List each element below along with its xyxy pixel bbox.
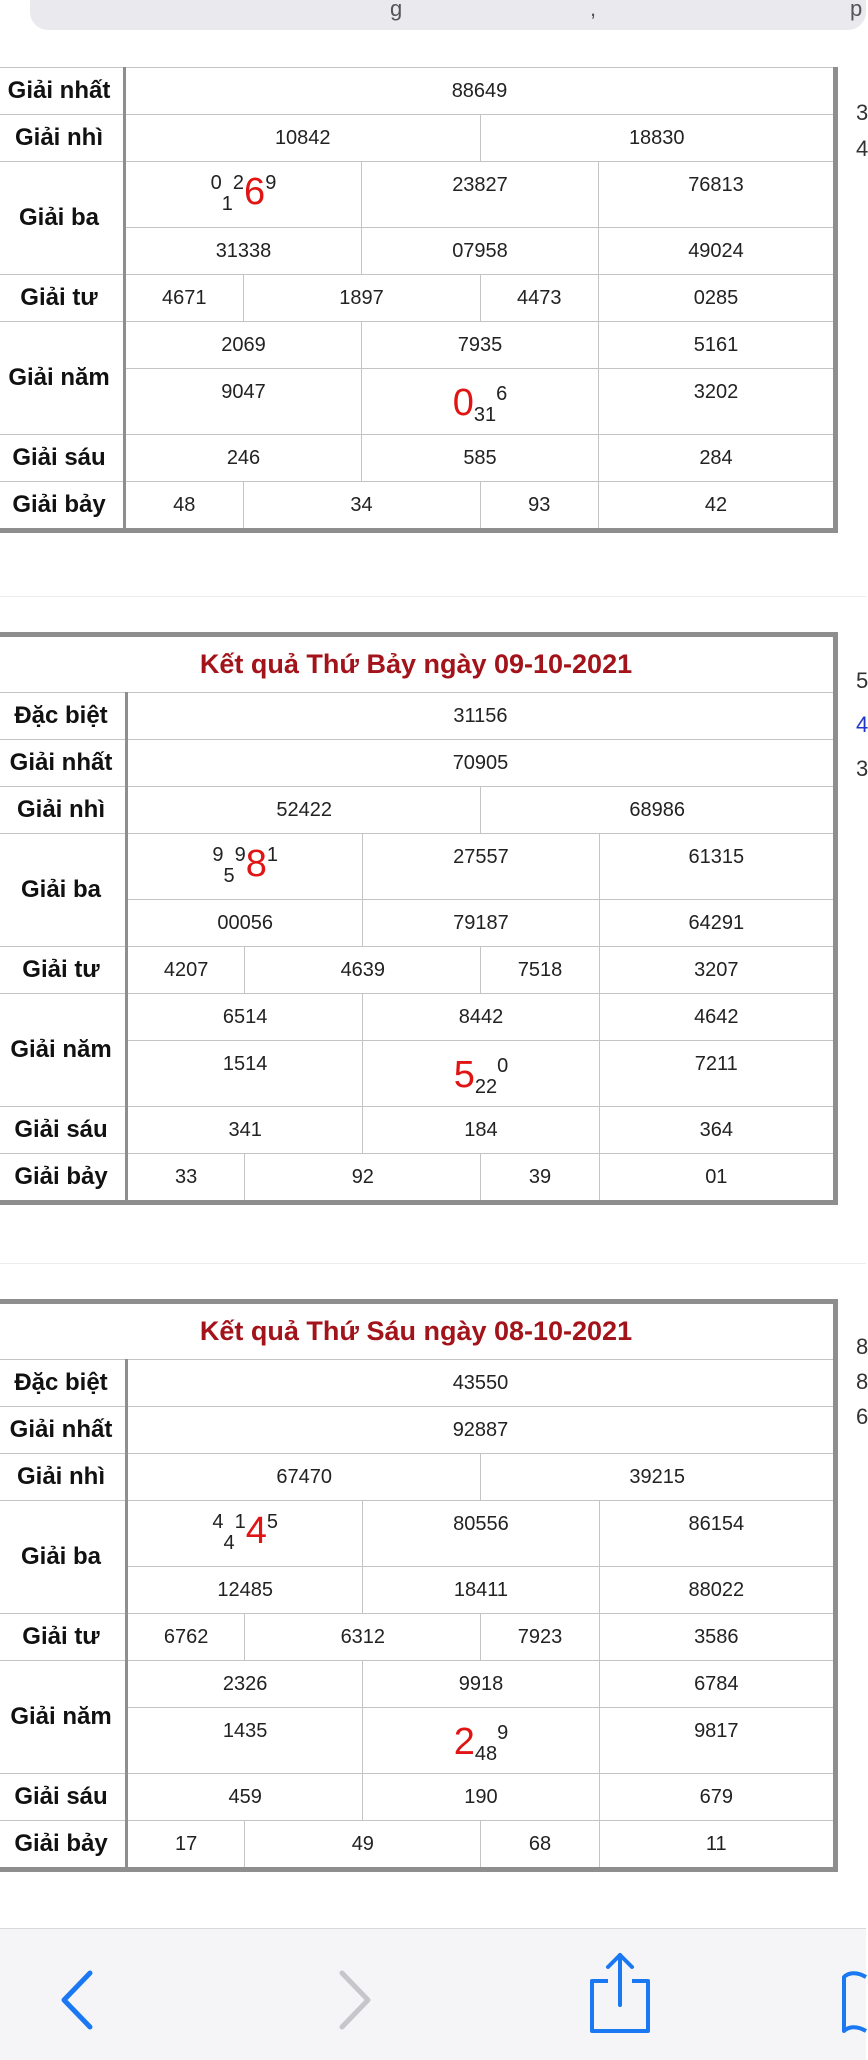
label-giai-bay: Giải bảy bbox=[0, 482, 125, 531]
label-giai-nhi: Giải nhì bbox=[0, 787, 127, 834]
giai-bay-value: 93 bbox=[480, 482, 599, 531]
giai-tu-value: 6762 bbox=[127, 1614, 245, 1661]
giai-nhat-value: 92887 bbox=[127, 1407, 836, 1454]
giai-nam-value: 7211 bbox=[599, 1041, 835, 1107]
giai-ba-value: 88022 bbox=[599, 1567, 835, 1614]
dac-biet-value: 31156 bbox=[127, 693, 836, 740]
giai-tu-value: 6312 bbox=[245, 1614, 481, 1661]
label-giai-sau: Giải sáu bbox=[0, 435, 125, 482]
giai-ba-value: 23827 bbox=[362, 162, 599, 228]
giai-tu-value: 4473 bbox=[480, 275, 599, 322]
giai-ba-value: 12485 bbox=[127, 1567, 363, 1614]
giai-ba-puzzle: 44145 bbox=[127, 1501, 363, 1567]
dac-biet-value: 43550 bbox=[127, 1360, 836, 1407]
giai-nam-value: 5161 bbox=[599, 322, 836, 369]
label-giai-tu: Giải tư bbox=[0, 275, 125, 322]
side-panel-clipped-text: 4 bbox=[856, 136, 868, 161]
chevron-right-icon[interactable] bbox=[334, 1969, 374, 2031]
label-dac-biet: Đặc biệt bbox=[0, 1360, 127, 1407]
giai-nam-value: 2069 bbox=[125, 322, 362, 369]
giai-bay-value: 68 bbox=[481, 1821, 599, 1870]
label-giai-nhat: Giải nhất bbox=[0, 740, 127, 787]
giai-tu-value: 0285 bbox=[599, 275, 836, 322]
side-panel-clipped-text: 6 bbox=[856, 1404, 868, 1429]
giai-ba-value: 31338 bbox=[125, 228, 362, 275]
giai-ba-value: 76813 bbox=[599, 162, 836, 228]
giai-ba-puzzle: 95981 bbox=[127, 834, 363, 900]
share-icon[interactable] bbox=[588, 1951, 652, 2035]
side-panel-clipped-text: 3 bbox=[856, 100, 868, 125]
address-bar-partial-glyph: g bbox=[390, 0, 403, 21]
giai-sau-value: 246 bbox=[125, 435, 362, 482]
section-divider bbox=[0, 1263, 866, 1264]
label-giai-nhat: Giải nhất bbox=[0, 68, 125, 115]
giai-tu-value: 7518 bbox=[481, 947, 599, 994]
giai-nam-value: 3202 bbox=[599, 369, 836, 435]
giai-bay-value: 34 bbox=[243, 482, 480, 531]
giai-nam-value: 6514 bbox=[127, 994, 363, 1041]
label-giai-bay: Giải bảy bbox=[0, 1821, 127, 1870]
giai-nam-value: 1514 bbox=[127, 1041, 363, 1107]
giai-bay-value: 39 bbox=[481, 1154, 599, 1203]
giai-tu-value: 4639 bbox=[245, 947, 481, 994]
giai-nhi-value: 39215 bbox=[481, 1454, 836, 1501]
giai-tu-value: 3207 bbox=[599, 947, 835, 994]
giai-nam-puzzle: 2489 bbox=[363, 1708, 599, 1774]
giai-ba-value: 00056 bbox=[127, 900, 363, 947]
label-giai-ba: Giải ba bbox=[0, 162, 125, 275]
giai-ba-value: 27557 bbox=[363, 834, 599, 900]
giai-sau-value: 341 bbox=[127, 1107, 363, 1154]
giai-bay-value: 17 bbox=[127, 1821, 245, 1870]
giai-tu-value: 1897 bbox=[243, 275, 480, 322]
giai-nhi-value: 52422 bbox=[127, 787, 481, 834]
label-giai-ba: Giải ba bbox=[0, 1501, 127, 1614]
giai-nhat-value: 70905 bbox=[127, 740, 836, 787]
label-giai-sau: Giải sáu bbox=[0, 1107, 127, 1154]
giai-bay-value: 92 bbox=[245, 1154, 481, 1203]
giai-tu-value: 3586 bbox=[599, 1614, 835, 1661]
giai-nam-value: 4642 bbox=[599, 994, 835, 1041]
giai-ba-puzzle: 01269 bbox=[125, 162, 362, 228]
side-panel-clipped-text: 5 bbox=[856, 668, 868, 693]
giai-sau-value: 184 bbox=[363, 1107, 599, 1154]
giai-nam-value: 1435 bbox=[127, 1708, 363, 1774]
address-bar-partial-glyph: , bbox=[590, 0, 597, 21]
label-giai-nam: Giải năm bbox=[0, 994, 127, 1107]
label-giai-sau: Giải sáu bbox=[0, 1774, 127, 1821]
giai-sau-value: 284 bbox=[599, 435, 836, 482]
giai-ba-value: 18411 bbox=[363, 1567, 599, 1614]
side-panel-clipped-text: 8 bbox=[856, 1369, 868, 1394]
giai-nam-value: 2326 bbox=[127, 1661, 363, 1708]
label-giai-nhat: Giải nhất bbox=[0, 1407, 127, 1454]
giai-nam-value: 9918 bbox=[363, 1661, 599, 1708]
result-title: Kết quả Thứ Bảy ngày 09-10-2021 bbox=[0, 635, 836, 693]
label-giai-ba: Giải ba bbox=[0, 834, 127, 947]
giai-bay-value: 49 bbox=[245, 1821, 481, 1870]
result-title: Kết quả Thứ Sáu ngày 08-10-2021 bbox=[0, 1302, 836, 1360]
giai-sau-value: 459 bbox=[127, 1774, 363, 1821]
giai-sau-value: 190 bbox=[363, 1774, 599, 1821]
giai-nhi-value: 67470 bbox=[127, 1454, 481, 1501]
giai-sau-value: 679 bbox=[599, 1774, 835, 1821]
giai-nam-value: 7935 bbox=[362, 322, 599, 369]
giai-bay-value: 11 bbox=[599, 1821, 835, 1870]
section-divider bbox=[0, 596, 866, 597]
giai-ba-value: 49024 bbox=[599, 228, 836, 275]
side-panel-clipped-text: 8 bbox=[856, 1334, 868, 1359]
giai-nam-puzzle: 5220 bbox=[363, 1041, 599, 1107]
label-giai-tu: Giải tư bbox=[0, 947, 127, 994]
side-panel-clipped-text: 3 bbox=[856, 756, 868, 781]
giai-nam-value: 8442 bbox=[363, 994, 599, 1041]
giai-nam-value: 9047 bbox=[125, 369, 362, 435]
giai-nhi-value: 18830 bbox=[480, 115, 836, 162]
giai-ba-value: 79187 bbox=[363, 900, 599, 947]
giai-ba-value: 61315 bbox=[599, 834, 835, 900]
giai-bay-value: 42 bbox=[599, 482, 836, 531]
giai-nam-puzzle: 0316 bbox=[362, 369, 599, 435]
side-panel-clipped-text: 4 bbox=[856, 712, 868, 737]
giai-ba-value: 80556 bbox=[363, 1501, 599, 1567]
giai-bay-value: 33 bbox=[127, 1154, 245, 1203]
label-giai-bay: Giải bảy bbox=[0, 1154, 127, 1203]
browser-toolbar bbox=[0, 1928, 866, 2060]
label-dac-biet: Đặc biệt bbox=[0, 693, 127, 740]
label-giai-nhi: Giải nhì bbox=[0, 1454, 127, 1501]
giai-tu-value: 4207 bbox=[127, 947, 245, 994]
giai-ba-value: 07958 bbox=[362, 228, 599, 275]
book-icon[interactable] bbox=[842, 1967, 866, 2037]
label-giai-nam: Giải năm bbox=[0, 322, 125, 435]
giai-nhi-value: 10842 bbox=[125, 115, 481, 162]
giai-bay-value: 48 bbox=[125, 482, 244, 531]
giai-ba-value: 86154 bbox=[599, 1501, 835, 1567]
giai-sau-value: 585 bbox=[362, 435, 599, 482]
label-giai-nam: Giải năm bbox=[0, 1661, 127, 1774]
giai-nhat-value: 88649 bbox=[125, 68, 836, 115]
giai-ba-value: 64291 bbox=[599, 900, 835, 947]
giai-nam-value: 6784 bbox=[599, 1661, 835, 1708]
address-bar-partial-glyph: p bbox=[850, 0, 863, 21]
giai-nhi-value: 68986 bbox=[481, 787, 836, 834]
result-table-3 bbox=[0, 1299, 838, 1872]
giai-tu-value: 7923 bbox=[481, 1614, 599, 1661]
result-table-1 bbox=[0, 67, 838, 533]
giai-sau-value: 364 bbox=[599, 1107, 835, 1154]
address-bar[interactable] bbox=[30, 0, 866, 30]
label-giai-nhi: Giải nhì bbox=[0, 115, 125, 162]
result-table-2 bbox=[0, 632, 838, 1205]
giai-bay-value: 01 bbox=[599, 1154, 835, 1203]
giai-nam-value: 9817 bbox=[599, 1708, 835, 1774]
label-giai-tu: Giải tư bbox=[0, 1614, 127, 1661]
giai-tu-value: 4671 bbox=[125, 275, 244, 322]
chevron-left-icon[interactable] bbox=[58, 1969, 98, 2031]
